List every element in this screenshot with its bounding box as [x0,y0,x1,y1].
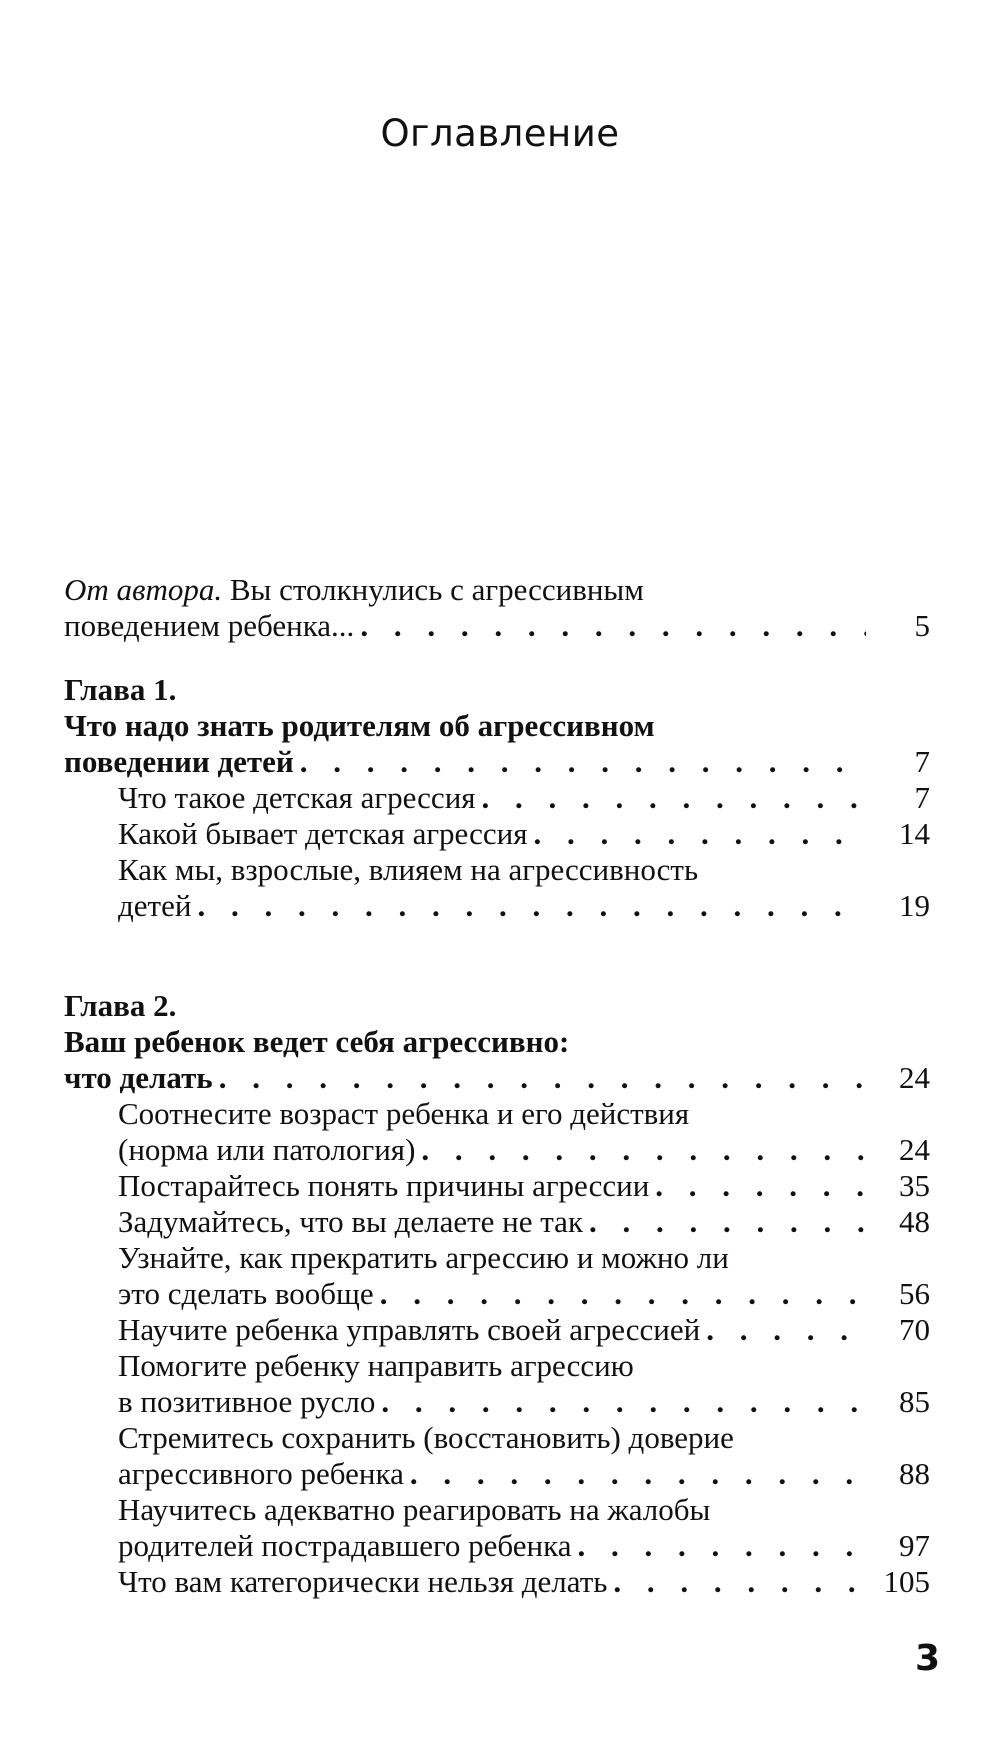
dot-leader [410,1456,866,1492]
toc-entry-text: Узнайте, как прекратить агрессию и можно ли [118,1240,729,1275]
toc-section-line1 [64,1240,930,1276]
toc-section [64,1276,930,1312]
toc-preface-line1 [64,572,930,608]
toc-chapter2-title-line2 [64,1060,930,1096]
toc-entry-text: Какой бывает детская агрессия [118,816,528,851]
toc-chapter1-title-line1 [64,708,930,744]
toc-chapter1-title-line2 [64,744,930,780]
toc-page-number: 24 [899,1060,930,1095]
dot-leader [381,1384,866,1420]
toc-page-number: 97 [899,1528,930,1563]
toc-section [64,816,930,852]
toc-section [64,1564,930,1600]
chapter-title: Что надо знать родителям об агрессивном [64,708,655,743]
chapter-title: Ваш ребенок ведет себя агрессивно: [64,1024,570,1059]
dot-leader [706,1312,866,1348]
toc-entry-text: агрессивного ребенка [118,1456,404,1491]
chapter-title: что делать [64,1060,213,1095]
dot-leader [421,1132,866,1168]
dot-leader [613,1564,866,1600]
toc-section [64,1204,930,1240]
toc-chapter2-title-line1 [64,1024,930,1060]
toc-entry-text: Научитесь адекватно реагировать на жалобы [118,1492,711,1527]
toc-page-number: 48 [899,1204,930,1239]
toc-preface-rest: Вы столкнулись с агрессивным [222,572,644,607]
toc-section-line1 [64,1492,930,1528]
toc-page-number: 85 [899,1384,930,1419]
toc-section [64,780,930,816]
toc-entry-text: Что такое детская агрессия [118,780,476,815]
toc-section [64,1312,930,1348]
toc-page-number: 56 [899,1276,930,1311]
dot-leader [577,1528,866,1564]
toc-section [64,1132,930,1168]
toc-page-number: 88 [899,1456,930,1491]
toc-section [64,1168,930,1204]
toc-section-line1 [64,1420,930,1456]
toc-page-number: 7 [914,744,930,779]
toc-entry-text: Соотнесите возраст ребенка и его действия [118,1096,690,1131]
dot-leader [589,1204,866,1240]
toc-section [64,888,930,924]
toc-entry-text: Что вам категорически нельзя делать [118,1564,608,1599]
toc-entry-text: Научите ребенка управлять своей агрессией [118,1312,701,1347]
toc-page-number: 105 [883,1564,930,1599]
toc-entry-text: в позитивное русло [118,1384,376,1419]
table-of-contents [64,572,930,1600]
toc-page-number: 19 [899,888,930,923]
toc-entry-text: поведением ребенка... [64,608,355,643]
page-number: 3 [914,1638,940,1679]
toc-preface-text [64,572,644,608]
dot-leader [360,608,866,644]
toc-page-number: 24 [899,1132,930,1167]
toc-section [64,1384,930,1420]
toc-entry-text: Помогите ребенку направить агрессию [118,1348,634,1383]
toc-section-line1 [64,1348,930,1384]
dot-leader [380,1276,866,1312]
toc-page-number: 7 [914,780,930,815]
toc-entry-text: Задумайтесь, что вы делаете не так [118,1204,583,1239]
toc-entry-text: (норма или патология) [118,1132,416,1167]
toc-page-number: 14 [899,816,930,851]
dot-leader [300,744,866,780]
chapter-title: поведении детей [64,744,294,779]
chapter-label: Глава 2. [64,988,177,1023]
toc-entry-text: детей [118,888,192,923]
toc-page-number: 35 [899,1168,930,1203]
toc-preface-label: От автора. [64,572,223,607]
dot-leader [197,888,866,924]
dot-leader [482,780,866,816]
dot-leader [533,816,866,852]
chapter-label: Глава 1. [64,672,177,707]
toc-entry-text: Как мы, взрослые, влияем на агрессивность [118,852,699,887]
toc-page-number: 70 [899,1312,930,1347]
toc-entry-text: Постарайтесь понять причины агрессии [118,1168,650,1203]
toc-entry-text: родителей пострадавшего ребенка [118,1528,572,1563]
toc-section-line1 [64,852,930,888]
toc-chapter2-label [64,988,930,1024]
dot-leader [219,1060,866,1096]
toc-section-line1 [64,1096,930,1132]
toc-section [64,1528,930,1564]
toc-page-number: 5 [914,608,930,643]
toc-section [64,1456,930,1492]
toc-entry-text: Стремитесь сохранить (восстановить) доверие [118,1420,734,1455]
page-title: Оглавление [380,112,620,155]
toc-chapter1-label [64,672,930,708]
dot-leader [655,1168,866,1204]
toc-entry-text: это сделать вообще [118,1276,374,1311]
toc-preface-line2 [64,608,930,644]
